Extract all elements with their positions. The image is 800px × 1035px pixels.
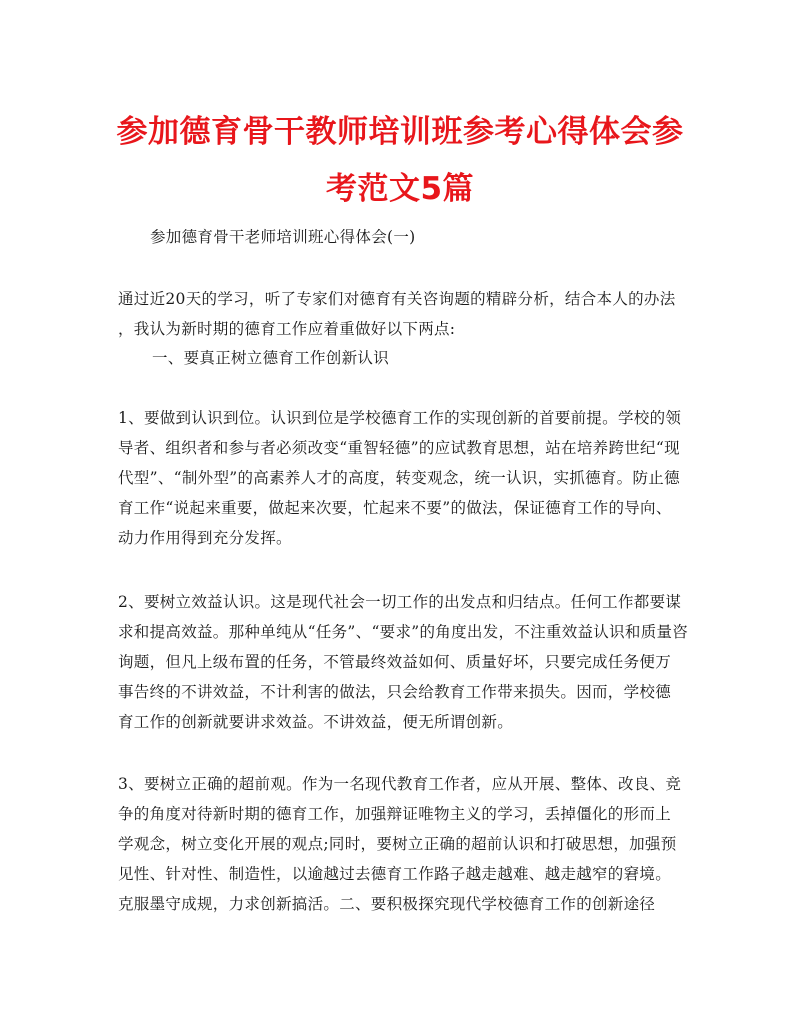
paragraph-line: 求和提高效益。那种单纯从“任务”、“要求”的角度出发，不注重效益认识和质量咨	[118, 623, 689, 641]
paragraph-line: 克服墨守成规，力求创新搞活。二、要积极探究现代学校德育工作的创新途径	[118, 895, 656, 913]
paragraph-line: 动力作用得到充分发挥。	[118, 529, 292, 547]
section-heading-1	[118, 343, 688, 373]
paragraph-line: ，我认为新时期的德育工作应着重做好以下两点:	[118, 320, 456, 338]
paragraph-line: 2、要树立效益认识。这是现代社会一切工作的出发点和归结点。任何工作都要谋	[118, 593, 682, 611]
paragraph-point-3	[118, 769, 688, 919]
paragraph-line: 见性、针对性、制造性，以逾越过去德育工作路子越走越难、越走越窄的窘境。	[118, 865, 672, 883]
paragraph-line: 导者、组织者和参与者必须改变“重智轻德”的应试教育思想，站在培养跨世纪“现	[118, 439, 680, 457]
paragraph-line: 3、要树立正确的超前观。作为一名现代教育工作者，应从开展、整体、改良、竞	[118, 775, 682, 793]
title-line-2: 考范文5篇	[325, 171, 475, 207]
section-heading-text: 一、要真正树立德育工作创新认识	[152, 349, 390, 367]
paragraph-line: 询题，但凡上级布置的任务，不管最终效益如何、质量好坏，只要完成任务便万	[118, 653, 672, 671]
paragraph-line: 事告终的不讲效益，不计利害的做法，只会给教育工作带来损失。因而，学校德	[118, 683, 672, 701]
paragraph-line: 1、要做到认识到位。认识到位是学校德育工作的实现创新的首要前提。学校的领	[118, 409, 682, 427]
paragraph-point-2	[118, 587, 688, 737]
paragraph-line: 通过近20天的学习，听了专家们对德育有关咨询题的精辟分析，结合本人的办法	[118, 290, 676, 308]
paragraph-line: 育工作“说起来重要，做起来次要，忙起来不要”的做法，保证德育工作的导向、	[118, 499, 672, 517]
paragraph-line: 育工作的创新就要讲求效益。不讲效益，便无所谓创新。	[118, 713, 514, 731]
paragraph-line: 学观念，树立变化开展的观点;同时，要树立正确的超前认识和打破思想，加强预	[118, 835, 677, 853]
paragraph-line: 争的角度对待新时期的德育工作，加强辩证唯物主义的学习，丢掉僵化的形而上	[118, 805, 672, 823]
title-line-1: 参加德育骨干教师培训班参考心得体会参	[116, 114, 684, 150]
document-subtitle: 参加德育骨干老师培训班心得体会(一)	[150, 228, 416, 246]
paragraph-point-1	[118, 403, 688, 553]
paragraph-intro	[118, 284, 688, 344]
paragraph-line: 代型”、“制外型”的高素养人才的高度，转变观念，统一认识，实抓德育。防止德	[118, 469, 680, 487]
document-title	[100, 104, 700, 218]
